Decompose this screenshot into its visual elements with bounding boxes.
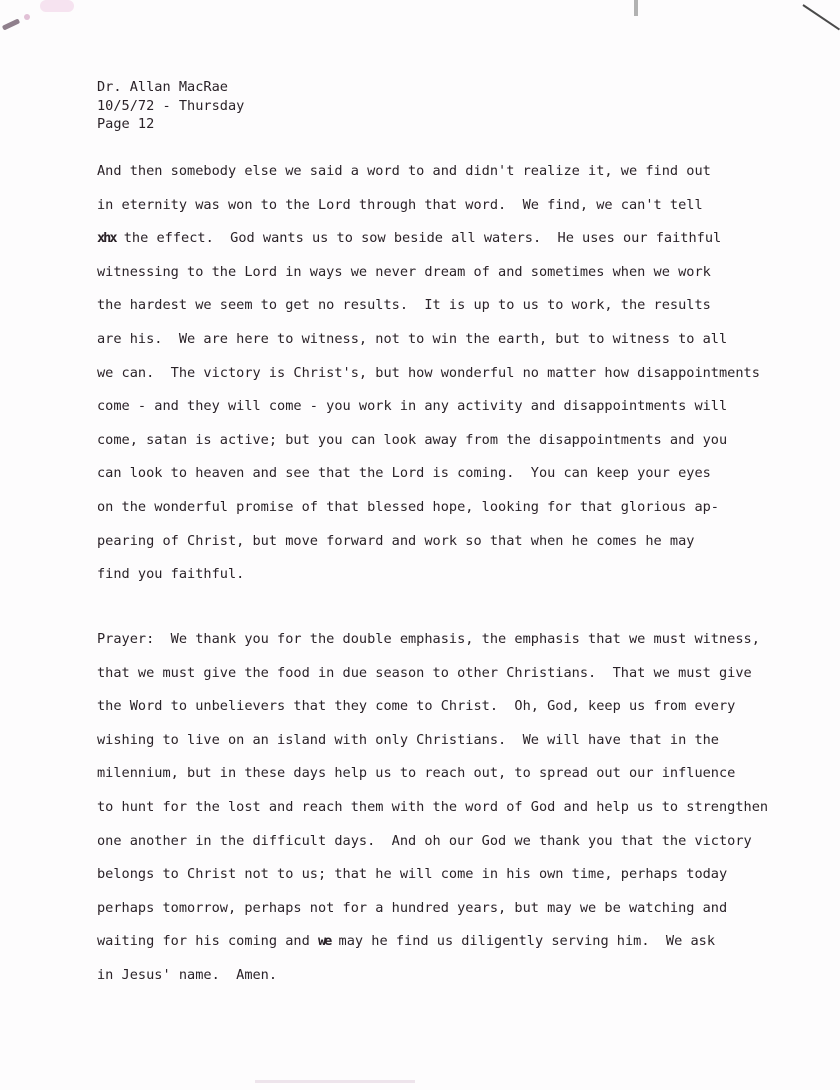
text-line: we can. The victory is Christ's, but how wonderful no matter how disappointments (97, 364, 760, 381)
text-line: the Word to unbelievers that they come to Christ. Oh, God, keep us from every (97, 698, 736, 715)
text-line: pearing of Christ, but move forward and work so that when he comes he may (97, 532, 695, 549)
struck-text: xhx (97, 230, 116, 247)
text-line: in eternity was won to the Lord through that word. We find, we can't tell (97, 196, 703, 213)
text-line: the effect. God wants us to sow beside all waters. He uses our faithful (123, 230, 722, 247)
scan-mark (2, 18, 20, 30)
text-line: the hardest we seem to get no results. It is up to us to work, the results (97, 297, 711, 314)
author-line: Dr. Allan MacRae (97, 79, 228, 95)
page-number-line: Page 12 (97, 116, 155, 132)
text-line: milennium, but in these days help us to reach out, to spread out our influence (97, 765, 736, 782)
text-line-with-strikeover (97, 932, 768, 966)
text-line: on the wonderful promise of that blessed hope, looking for that glorious ap- (97, 498, 719, 515)
text-line: And then somebody else we said a word to and didn't realize it, we find out (97, 163, 711, 179)
text-line: in Jesus' name. Amen. (97, 966, 278, 983)
text-line: find you faithful. (97, 566, 245, 583)
text-line-with-strikeover (97, 229, 760, 263)
text-line: come - and they will come - you work in any activity and disappointments will (97, 398, 728, 415)
text-line: waiting for his coming and (97, 933, 310, 950)
text-line: perhaps tomorrow, perhaps not for a hundred years, but may we be watching and (97, 899, 728, 916)
paragraph-sermon-text (97, 162, 760, 599)
scan-mark (634, 0, 638, 16)
text-line: wishing to live on an island with only Christians. We will have that in the (97, 731, 719, 748)
text-line: one another in the difficult days. And oh our God we thank you that the victory (97, 832, 752, 849)
text-line: witnessing to the Lord in ways we never dream of and sometimes when we work (97, 263, 711, 280)
text-line: may he find us diligently serving him. We ask (338, 933, 716, 950)
text-line: belongs to Christ not to us; that he will come in his own time, perhaps today (97, 866, 728, 883)
text-line: Prayer: We thank you for the double emphasis, the emphasis that we must witness, (97, 631, 760, 647)
text-line: come, satan is active; but you can look away from the disappointments and you (97, 431, 728, 448)
text-line: to hunt for the lost and reach them with the word of God and help us to strengthen (97, 798, 769, 815)
document-header (97, 78, 244, 134)
text-line: are his. We are here to witness, not to win the earth, but to witness to all (97, 330, 728, 347)
struck-text: we (317, 933, 331, 950)
text-line: that we must give the food in due season to other Christians. That we must give (97, 664, 752, 681)
scan-mark (24, 14, 30, 20)
date-line: 10/5/72 - Thursday (97, 97, 245, 114)
scan-mark (40, 0, 74, 12)
scan-mark (255, 1080, 415, 1083)
text-line: can look to heaven and see that the Lord is coming. You can keep your eyes (97, 465, 711, 482)
paragraph-prayer (97, 630, 768, 1000)
scan-mark (802, 4, 840, 30)
